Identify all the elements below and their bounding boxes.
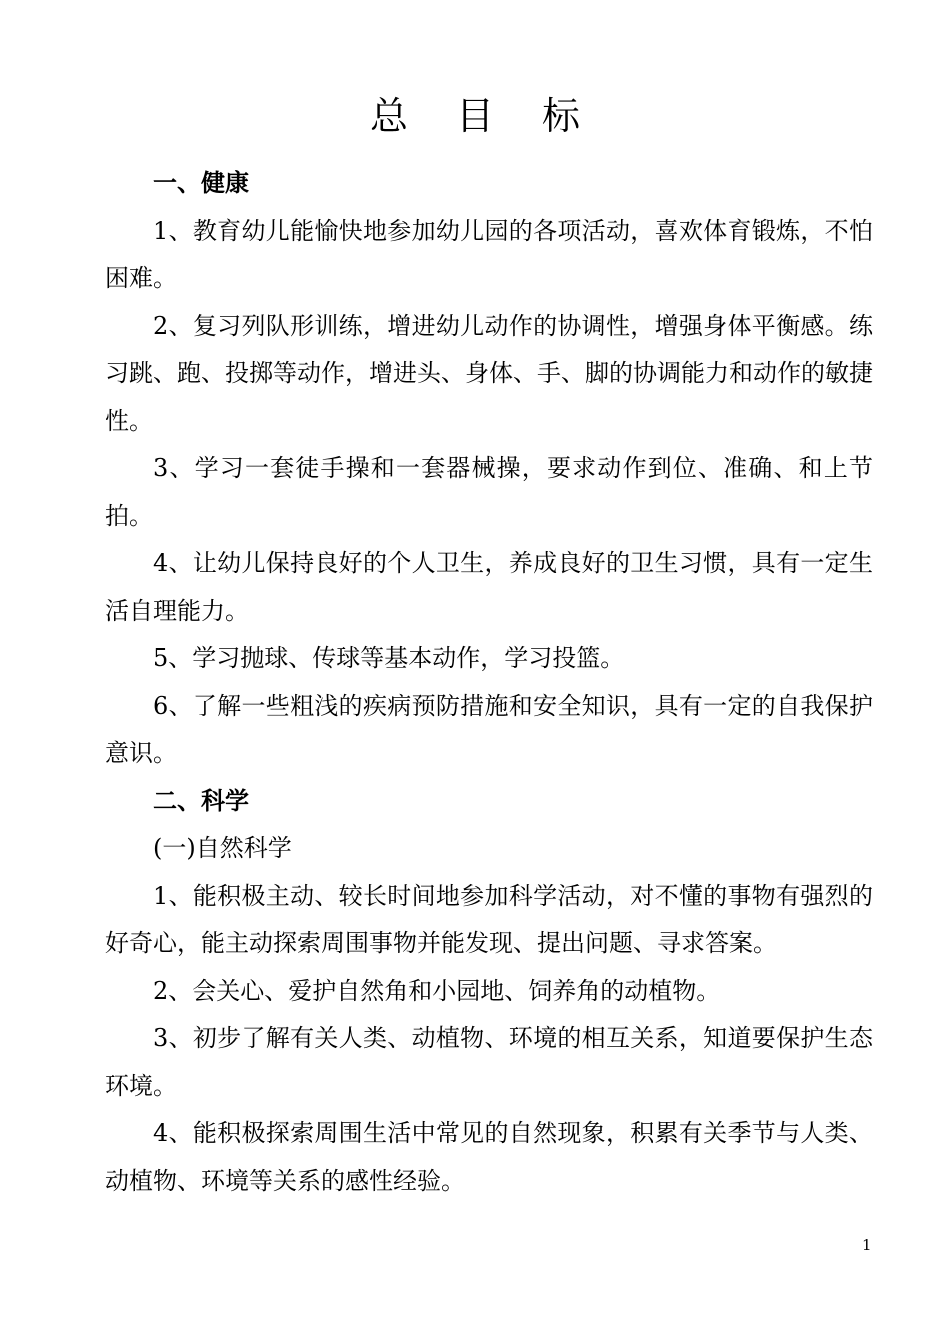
page-number: 1 [862,1236,872,1254]
science-item-1: 1、能积极主动、较长时间地参加科学活动，对不懂的事物有强烈的好奇心，能主动探索周围事物并能发现、提出问题、寻求答案。 [105,881,873,957]
title-char: 总 [369,94,408,138]
science-item-4: 4、能积极探索周围生活中常见的自然现象，积累有关季节与人类、动植物、环境等关系的感性经验。 [105,1119,873,1195]
health-item-1: 1、教育幼儿能愉快地参加幼儿园的各项活动，喜欢体育锻炼，不怕困难。 [105,216,873,292]
page-title [0,88,950,144]
subsection-heading-natural-science: (一)自然科学 [153,834,292,862]
health-item-4: 4、让幼儿保持良好的个人卫生，养成良好的卫生习惯，具有一定生活自理能力。 [105,549,873,625]
science-item-2: 2、会关心、爱护自然角和小园地、饲养角的动植物。 [153,976,721,1005]
health-item-5: 5、学习抛球、传球等基本动作，学习投篮。 [153,644,625,672]
health-item-2: 2、复习列队形训练，增进幼儿动作的协调性，增强身体平衡感。练习跳、跑、投掷等动作，增进头、身体、手、脚的协调能力和动作的敏捷性。 [105,311,873,435]
health-item-3: 3、学习一套徒手操和一套器械操，要求动作到位、准确、和上节拍。 [105,454,873,530]
section-heading-health: 一、健康 [153,169,249,197]
document-body [105,160,873,1205]
health-item-6: 6、了解一些粗浅的疾病预防措施和安全知识，具有一定的自我保护意识。 [105,691,873,767]
title-char: 目 [455,94,494,138]
title-char: 标 [542,94,581,138]
science-item-3: 3、初步了解有关人类、动植物、环境的相互关系，知道要保护生态环境。 [105,1024,873,1100]
section-heading-science: 二、科学 [153,786,249,815]
